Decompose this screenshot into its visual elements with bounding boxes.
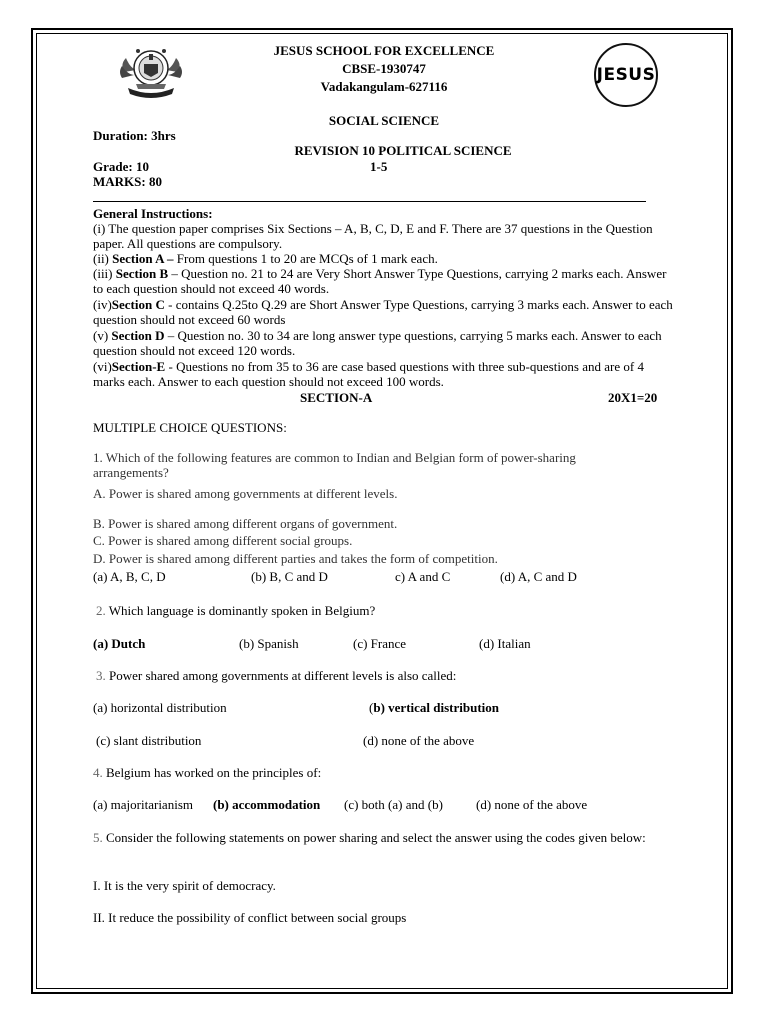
instruction-v-text: – Question no. 30 to 34 are long answer type questions, carrying 5 marks each. Answer to each question should not exceed 120 words. <box>93 328 662 358</box>
q1-option-c: c) A and C <box>395 569 451 584</box>
q1-statement-a: A. Power is shared among governments at different levels. <box>93 486 398 501</box>
section-a-title: SECTION-A <box>300 390 373 405</box>
header-divider <box>93 201 646 202</box>
instruction-v-prefix: (v) <box>93 328 112 343</box>
instruction-iv-section: Section C <box>111 297 165 312</box>
instruction-v-section: Section D <box>111 328 165 343</box>
q5-statement-1: I. It is the very spirit of democracy. <box>93 878 276 893</box>
q4-option-d: (d) none of the above <box>476 797 588 812</box>
q3-option-c: (c) slant distribution <box>96 733 202 748</box>
instruction-iv <box>93 297 673 327</box>
question-1: 1. Which of the following features are common to Indian and Belgian form of power-sharing arrangements? <box>93 450 576 480</box>
jesus-circle-logo <box>594 43 658 107</box>
jesus-logo-text: JESUS <box>596 65 656 85</box>
q4-text: Belgium has worked on the principles of: <box>102 765 322 780</box>
instruction-vi-text: - Questions no from 35 to 36 are case based questions with three sub-questions and are of 4 marks each. Answer to each question should not exceed 100 words. <box>93 359 644 389</box>
question-5 <box>93 830 673 845</box>
q3-option-d: (d) none of the above <box>363 733 475 748</box>
instruction-i: (i) The question paper comprises Six Sections – A, B, C, D, E and F. There are 37 questions in the Question paper. All questions are compulsory. <box>93 221 653 251</box>
question-2 <box>96 603 375 618</box>
instructions-heading: General Instructions: <box>93 206 213 221</box>
instruction-iv-text: - contains Q.25to Q.29 are Short Answer Type Questions, carrying 3 marks each. Answer to each question should not exceed 60 words <box>93 297 673 327</box>
instruction-vi-section: Section-E <box>111 359 166 374</box>
exam-marks: MARKS: 80 <box>93 174 162 189</box>
subject-title: SOCIAL SCIENCE <box>328 113 440 128</box>
q2-option-d: (d) Italian <box>479 636 531 651</box>
mcq-heading: MULTIPLE CHOICE QUESTIONS: <box>93 420 287 435</box>
instruction-iii-prefix: (iii) <box>93 266 116 281</box>
q3-option-b-text: b) vertical distribution <box>373 700 500 715</box>
instruction-vi <box>93 359 673 389</box>
q3-option-a: (a) horizontal distribution <box>93 700 227 715</box>
school-name: JESUS SCHOOL FOR EXCELLENCE <box>273 43 495 58</box>
school-crest-logo <box>118 42 184 102</box>
instruction-ii-section: Section A – <box>112 251 174 266</box>
q5-statement-2: II. It reduce the possibility of conflict between social groups <box>93 910 407 925</box>
instruction-iii-section: Section B <box>115 266 169 281</box>
q1-statement-d: D. Power is shared among different parties and takes the form of competition. <box>93 551 498 566</box>
q5-number: 5. <box>93 830 103 845</box>
instruction-ii-text: From questions 1 to 20 are MCQs of 1 mark each. <box>173 251 438 266</box>
q1-option-a: (a) A, B, C, D <box>93 569 166 584</box>
cbse-code: CBSE-1930747 <box>342 61 426 76</box>
exam-range: 1-5 <box>370 159 388 174</box>
instruction-ii <box>93 251 673 266</box>
q2-number: 2. <box>96 603 106 618</box>
q3-option-b <box>369 700 499 715</box>
question-3 <box>96 668 456 683</box>
q1-statement-c: C. Power is shared among different social groups. <box>93 533 353 548</box>
instruction-ii-prefix: (ii) <box>93 251 113 266</box>
q2-option-c: (c) France <box>353 636 407 651</box>
q3-option-b-paren: ( <box>369 700 374 715</box>
instruction-iii <box>93 266 673 296</box>
q3-number: 3. <box>96 668 106 683</box>
instruction-iii-text: – Question no. 21 to 24 are Very Short Answer Type Questions, carrying 2 marks each. Answer to each question should not exceed 40 words. <box>93 266 667 296</box>
q4-option-b: (b) accommodation <box>213 797 321 812</box>
q1-option-b: (b) B, C and D <box>251 569 328 584</box>
q2-option-a: (a) Dutch <box>93 636 146 651</box>
q2-option-b: (b) Spanish <box>239 636 299 651</box>
instruction-v <box>93 328 673 358</box>
q4-option-c: (c) both (a) and (b) <box>344 797 443 812</box>
exam-grade: Grade: 10 <box>93 159 149 174</box>
instruction-vi-prefix: (vi) <box>93 359 112 374</box>
q1-statement-b: B. Power is shared among different organs of government. <box>93 516 398 531</box>
q4-number: 4. <box>93 765 103 780</box>
exam-title: REVISION 10 POLITICAL SCIENCE <box>294 143 512 158</box>
q3-text: Power shared among governments at different levels is also called: <box>105 668 457 683</box>
exam-duration: Duration: 3hrs <box>93 128 176 143</box>
q4-option-a: (a) majoritarianism <box>93 797 193 812</box>
q5-text: Consider the following statements on power sharing and select the answer using the codes given below: <box>102 830 646 845</box>
q2-text: Which language is dominantly spoken in Belgium? <box>105 603 376 618</box>
instruction-iv-prefix: (iv) <box>93 297 112 312</box>
school-address: Vadakangulam-627116 <box>320 79 448 94</box>
section-a-marks: 20X1=20 <box>608 390 658 405</box>
q1-option-d: (d) A, C and D <box>500 569 577 584</box>
question-4 <box>93 765 321 780</box>
